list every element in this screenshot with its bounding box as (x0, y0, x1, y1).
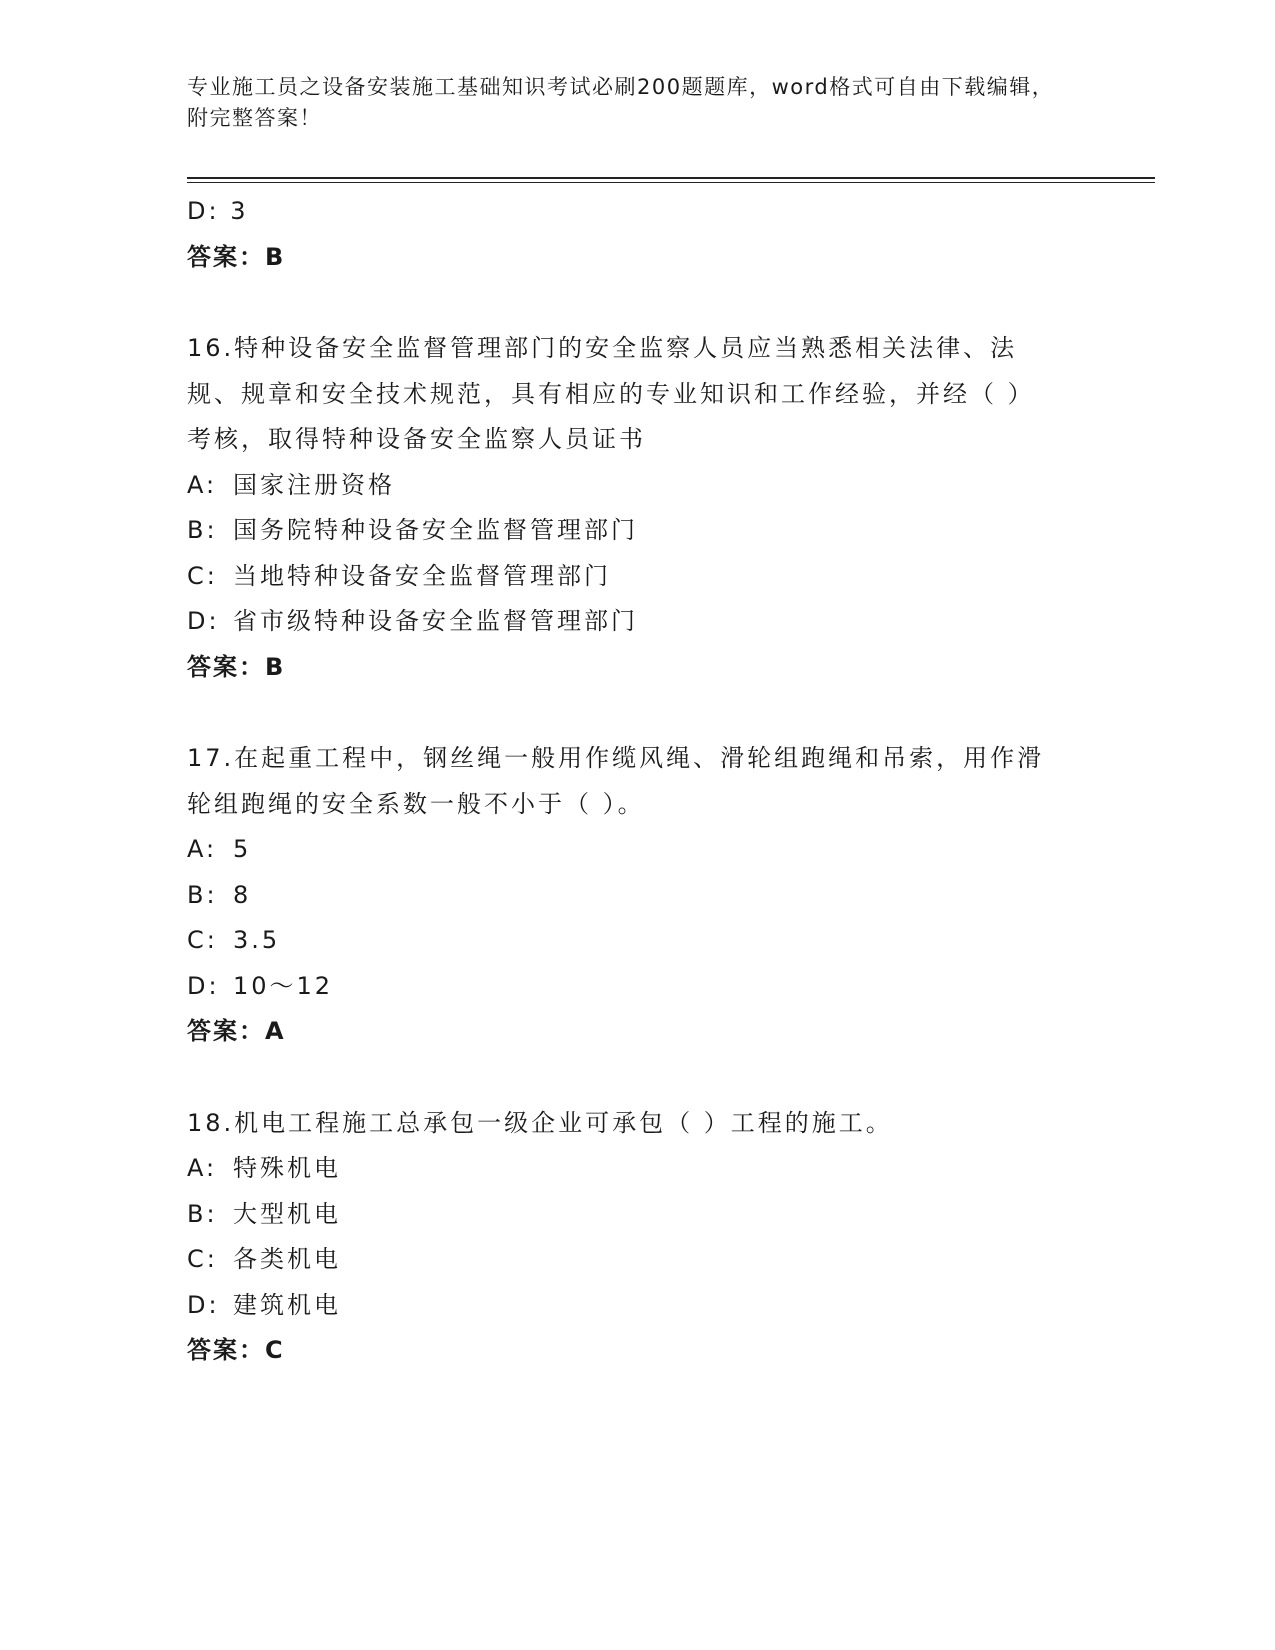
option-text: 建筑机电 (233, 1290, 341, 1319)
answer: 答案：A (187, 1017, 286, 1045)
prev-option-d: D: 3 (187, 197, 249, 225)
option-a (187, 1146, 1087, 1192)
spacer (187, 280, 1087, 326)
option-a (187, 827, 1087, 873)
option-b (187, 1192, 1087, 1238)
option-d (187, 1283, 1087, 1329)
option-label: D: (187, 607, 220, 635)
question-block-18 (187, 1101, 1087, 1374)
option-text: 各类机电 (233, 1245, 341, 1273)
option-b (187, 873, 1087, 919)
header-divider-thick (187, 177, 1155, 179)
answer: 答案：C (187, 1336, 285, 1364)
question-text: 16.特种设备安全监督管理部门的安全监察人员应当熟悉相关法律、法规、规章和安全技术规范，具有相应的专业知识和工作经验，并经（ ）考核，取得特种设备安全监察人员证书 (187, 334, 1035, 453)
option-text: 10～12 (233, 971, 334, 1000)
option-text: 3.5 (233, 926, 281, 954)
prev-answer: 答案：B (187, 242, 286, 271)
option-label: D: (187, 1290, 220, 1319)
option-text: 省市级特种设备安全监督管理部门 (233, 607, 638, 635)
option-label: C: (187, 926, 218, 954)
spacer (187, 1055, 1087, 1101)
option-label: D: (187, 971, 220, 1000)
option-label: A: (187, 470, 218, 499)
option-label: C: (187, 561, 218, 590)
option-text: 特殊机电 (233, 1154, 341, 1182)
option-d (187, 599, 1087, 645)
option-text: 大型机电 (233, 1199, 341, 1228)
option-text: 国务院特种设备安全监督管理部门 (233, 516, 638, 544)
page-header-title: 专业施工员之设备安装施工基础知识考试必刷200题题库，word格式可自由下载编辑，附完整答案！ (187, 75, 1055, 130)
question-list (187, 189, 1087, 1374)
answer: 答案：B (187, 652, 286, 681)
option-c (187, 918, 1087, 964)
option-text: 国家注册资格 (233, 470, 395, 499)
option-label: B: (187, 1199, 218, 1228)
option-c (187, 554, 1087, 600)
question-block-17 (187, 736, 1087, 1055)
question-text: 17.在起重工程中，钢丝绳一般用作缆风绳、滑轮组跑绳和吊索，用作滑轮组跑绳的安全系数一般不小于（ ）。 (187, 744, 1045, 818)
option-text: 8 (233, 880, 252, 909)
header-divider-thin (187, 182, 1155, 183)
option-d (187, 964, 1087, 1010)
option-a (187, 463, 1087, 509)
option-text: 5 (233, 835, 252, 863)
spacer (187, 690, 1087, 736)
option-label: B: (187, 516, 218, 544)
option-label: B: (187, 880, 218, 909)
option-c (187, 1237, 1087, 1283)
option-label: C: (187, 1245, 218, 1273)
option-label: A: (187, 835, 218, 863)
question-text: 18.机电工程施工总承包一级企业可承包（ ）工程的施工。 (187, 1108, 893, 1137)
option-label: A: (187, 1154, 218, 1182)
option-text: 当地特种设备安全监督管理部门 (233, 561, 611, 590)
option-b (187, 508, 1087, 554)
question-block-16 (187, 326, 1087, 690)
